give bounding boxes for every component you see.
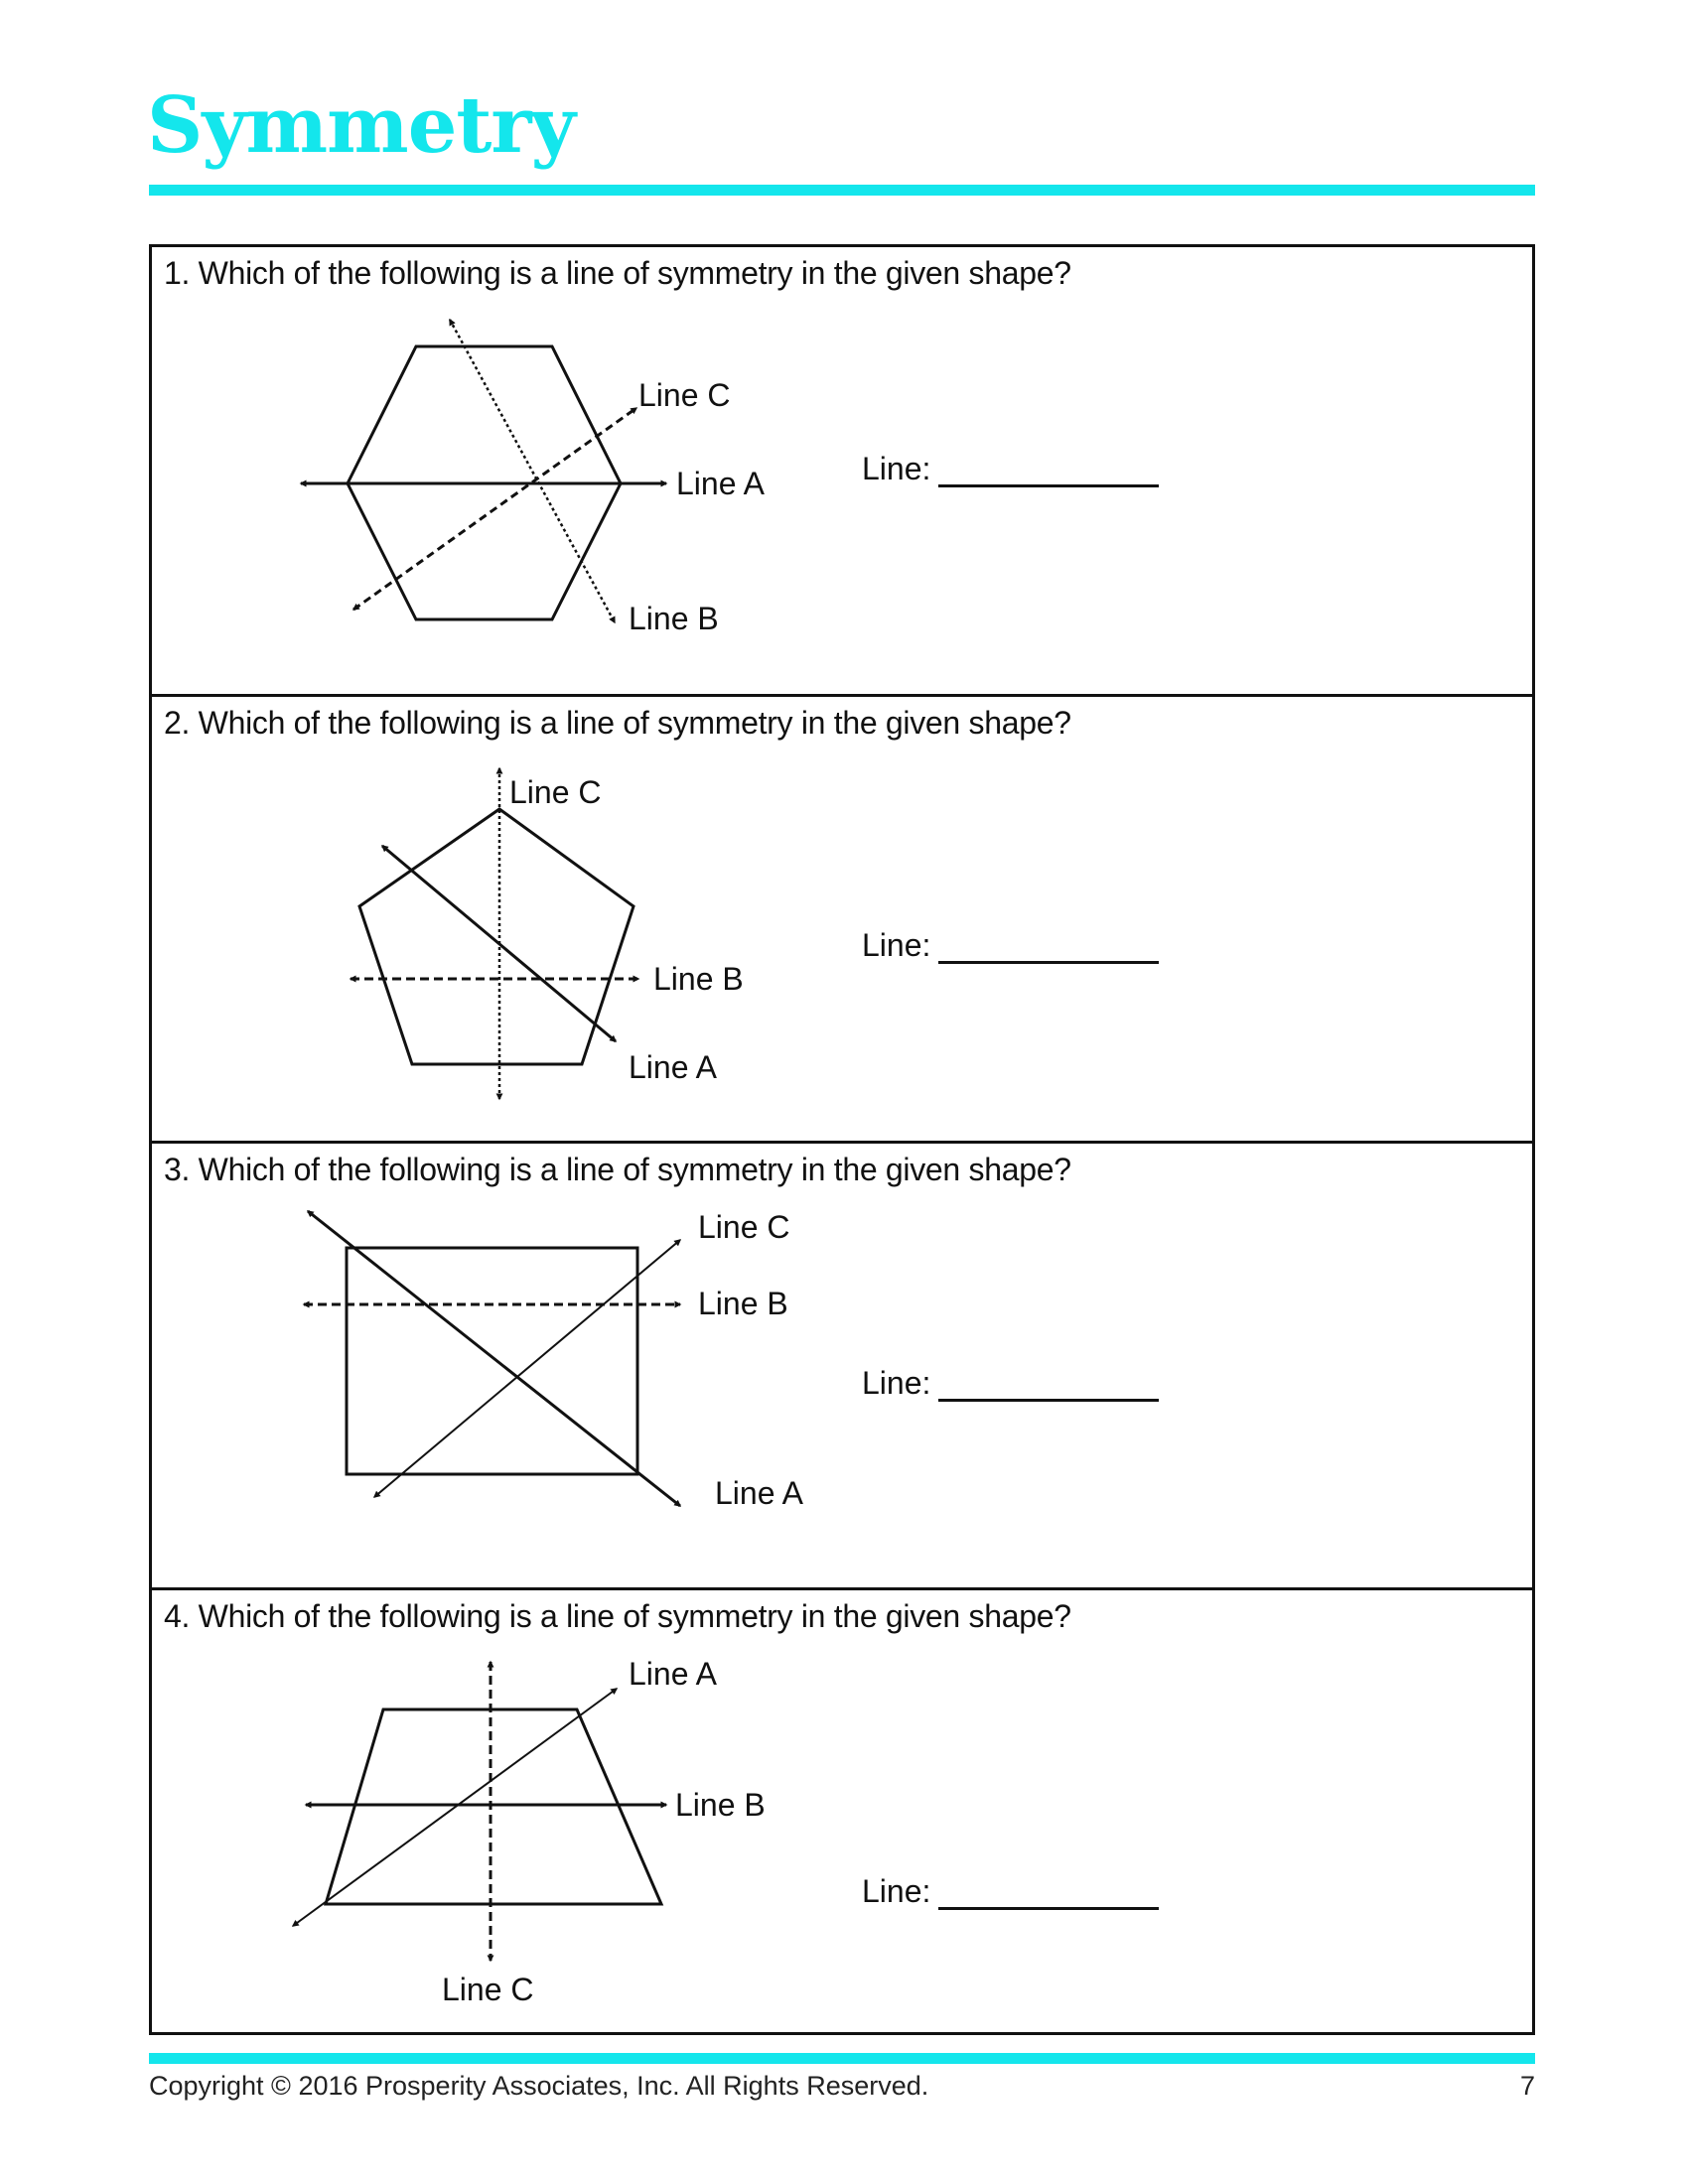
answer-blank[interactable]	[938, 931, 1159, 964]
answer-field-1[interactable]	[862, 451, 1159, 487]
line-a-label: Line A	[629, 1656, 717, 1692]
question-4-figure	[152, 1590, 847, 2037]
question-4-text: 4. Which of the following is a line of symmetry in the given shape?	[164, 1598, 1071, 1634]
line-a-label: Line A	[629, 1049, 717, 1085]
line-c-label: Line C	[442, 1972, 534, 2007]
line-c	[374, 1240, 680, 1497]
line-a	[382, 846, 616, 1041]
question-3	[152, 1141, 1532, 1587]
answer-field-2[interactable]	[862, 927, 1159, 964]
copyright-text: Copyright © 2016 Prosperity Associates, Inc. All Rights Reserved.	[149, 2071, 929, 2101]
answer-label: Line:	[862, 1873, 931, 1909]
answer-field-4[interactable]	[862, 1873, 1159, 1910]
question-3-figure	[152, 1144, 847, 1590]
answer-blank[interactable]	[938, 1877, 1159, 1910]
answer-field-3[interactable]	[862, 1365, 1159, 1402]
line-c-label: Line C	[638, 377, 731, 413]
line-a-label: Line A	[715, 1475, 803, 1511]
question-3-text: 3. Which of the following is a line of symmetry in the given shape?	[164, 1152, 1071, 1187]
line-a	[308, 1211, 680, 1506]
worksheet-box	[149, 244, 1535, 2035]
question-2-figure	[152, 697, 847, 1144]
line-a	[293, 1689, 617, 1926]
footer-rule	[149, 2053, 1535, 2064]
answer-blank[interactable]	[938, 1369, 1159, 1402]
line-c-label: Line C	[698, 1209, 790, 1245]
trapezoid-shape	[326, 1709, 661, 1904]
line-c	[353, 408, 636, 610]
page-number: 7	[1519, 2071, 1535, 2101]
answer-label: Line:	[862, 1365, 931, 1401]
line-b-label: Line B	[675, 1787, 766, 1823]
question-1-figure	[152, 247, 847, 694]
answer-label: Line:	[862, 927, 931, 963]
question-4	[152, 1587, 1532, 2035]
question-1	[152, 247, 1532, 694]
page-title: Symmetry	[147, 80, 575, 171]
answer-label: Line:	[862, 451, 931, 486]
question-2	[152, 694, 1532, 1141]
line-c-label: Line C	[509, 774, 602, 810]
question-2-text: 2. Which of the following is a line of symmetry in the given shape?	[164, 705, 1071, 741]
pentagon-shape	[359, 809, 633, 1064]
line-b-label: Line B	[698, 1286, 788, 1321]
answer-blank[interactable]	[938, 455, 1159, 487]
line-b-label: Line B	[653, 961, 744, 997]
line-b-label: Line B	[629, 601, 719, 636]
rectangle-shape	[347, 1248, 637, 1474]
header-rule	[149, 185, 1535, 196]
question-1-text: 1. Which of the following is a line of symmetry in the given shape?	[164, 255, 1071, 291]
line-a-label: Line A	[676, 466, 765, 501]
line-b	[450, 320, 615, 622]
